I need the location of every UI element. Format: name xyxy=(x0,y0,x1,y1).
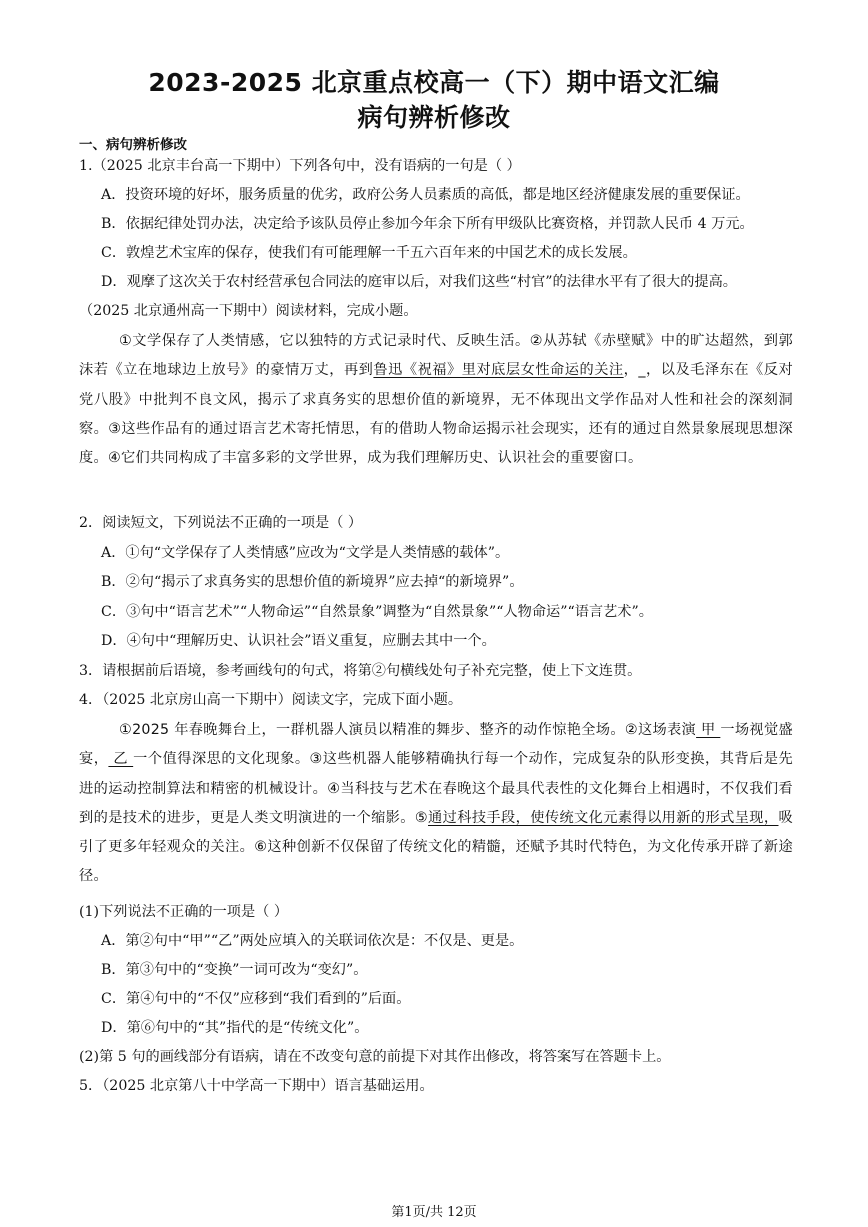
question-1-option-d: D．观摩了这次关于农村经营承包合同法的庭审以后，对我们这些“村官”的法律水平有了很大的提高。 xyxy=(101,274,737,290)
question-2-option-b: B．②句“揭示了求真务实的思想价值的新境界”应去掉“的新境界”。 xyxy=(101,574,524,590)
question-1-option-b: B．依据纪律处罚办法，决定给予该队员停止参加今年余下所有甲级队比赛资格，并罚款人民币 4 万元。 xyxy=(101,216,754,232)
passage-1-text-b: ，_，以及毛泽东在《反对党八股》中批判不良文风，揭示了求真务实的思想价值的新境界，无不体现出文学作品对人性和社会的深刻洞察。③这些作品有的通过语言艺术寄托情思，有的借助人物命运揭示社会现实，还有的通过自然景象展现思想深度。④它们共同构成了丰富多彩的文学世界，成为我们理解历史、认识社会的重要窗口。 xyxy=(79,362,793,467)
question-3-stem: 3．请根据前后语境，参考画线句的句式，将第②句横线处句子补充完整，使上下文连贯。 xyxy=(79,663,642,679)
passage-2-text-c: 一个值得深思的文化现象。③这些机器人能够精确执行每一个动作，完成复杂的队形变换，其背后是先进的运动控制算法和精密的机械设计。④当科技与艺术在春晚这个最具代表性的文化舞台上相遇时，不仅我们看到的是技术的进步，更是人类文明演进的一个缩影。⑤ xyxy=(79,751,793,826)
question-4-1-option-a: A．第②句中“甲”“乙”两处应填入的关联词依次是：不仅是、更是。 xyxy=(101,933,524,949)
passage-2-text-d: 吸引了更多年轻观众的关注。⑥这种创新不仅保留了传统文化的精髓，还赋予其时代特色，为文化传承开辟了新途径。 xyxy=(79,809,793,885)
page-footer: 第1页/共 12页 xyxy=(391,1205,477,1220)
document-subtitle: 病句辨析修改 xyxy=(357,103,511,132)
passage-1-text-a: ①文学保存了人类情感，它以独特的方式记录时代、反映生活。②从苏轼《赤壁赋》中的旷达超然，到郭沫若《立在地球边上放号》的豪情万丈，再到 xyxy=(79,333,793,379)
question-2-stem: 2．阅读短文，下列说法不正确的一项是（ ） xyxy=(79,515,363,531)
question-4-1-option-b: B．第③句中的“变换”一词可改为“变幻”。 xyxy=(101,962,368,978)
group-2-intro: （2025 北京通州高一下期中）阅读材料，完成小题。 xyxy=(79,303,418,319)
document-title: 2023-2025 北京重点校高一（下）期中语文汇编 xyxy=(148,68,720,97)
blank-yi: 乙 xyxy=(108,751,134,768)
question-4-intro: 4．（2025 北京房山高一下期中）阅读文字，完成下面小题。 xyxy=(79,692,463,708)
passage-1-underlined-sentence: 鲁迅《祝福》里对底层女性命运的关注 xyxy=(373,362,624,379)
question-4-1-option-d: D．第⑥句中的“其”指代的是“传统文化”。 xyxy=(101,1020,369,1036)
question-2-option-c: C．③句中“语言艺术”“人物命运”“自然景象”调整为“自然景象”“人物命运”“语言艺术”。 xyxy=(101,604,653,620)
question-5-intro: 5．（2025 北京第八十中学高一下期中）语言基础运用。 xyxy=(79,1078,434,1094)
question-4-1-stem: (1)下列说法不正确的一项是（ ） xyxy=(79,904,289,920)
section-heading: 一、病句辨析修改 xyxy=(79,137,187,153)
passage-2 xyxy=(79,716,793,892)
question-1-option-c: C．敦煌艺术宝库的保存，使我们有可能理解一千五六百年来的中国艺术的成长发展。 xyxy=(101,245,637,261)
question-4-1-option-c: C．第④句中的“不仅”应移到“我们看到的”后面。 xyxy=(101,991,411,1007)
question-4-2-stem: (2)第 5 句的画线部分有语病，请在不改变句意的前提下对其作出修改，将答案写在答题卡上。 xyxy=(79,1049,671,1065)
question-1-stem: 1.（2025 北京丰台高一下期中）下列各句中，没有语病的一句是（ ） xyxy=(79,158,521,174)
question-2-option-a: A．①句“文学保存了人类情感”应改为“文学是人类情感的载体”。 xyxy=(101,545,510,561)
passage-1 xyxy=(79,327,793,473)
passage-2-text-a: ①2025 年春晚舞台上，一群机器人演员以精准的舞步、整齐的动作惊艳全场。②这场表演 xyxy=(119,722,697,738)
passage-2-underlined-sentence: 通过科技手段，使传统文化元素得以用新的形式呈现， xyxy=(428,809,779,826)
blank-jia: 甲 xyxy=(696,722,721,738)
question-2-option-d: D．④句中“理解历史、认识社会”语义重复，应删去其中一个。 xyxy=(101,633,496,649)
question-1-option-a: A．投资环境的好坏，服务质量的优劣，政府公务人员素质的高低，都是地区经济健康发展的重要保证。 xyxy=(101,187,750,203)
passage-2-text-b: 一场视觉盛宴， xyxy=(79,722,793,768)
